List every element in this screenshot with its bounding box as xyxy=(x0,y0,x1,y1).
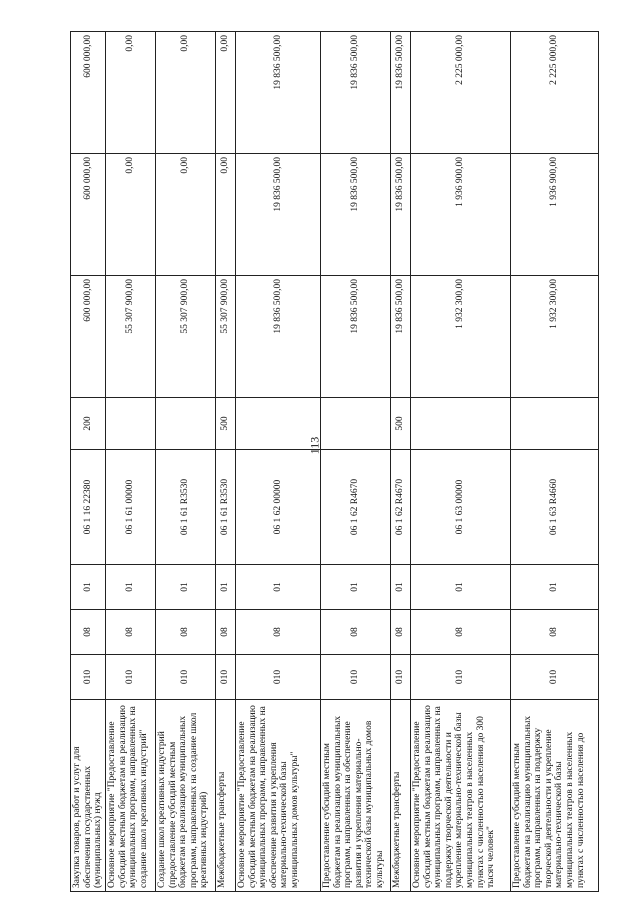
section-code: 08 xyxy=(410,610,510,655)
sum-year-3: 19 836 500,00 xyxy=(235,32,320,154)
target-article-code: 06 1 62 00000 xyxy=(235,450,320,565)
row-name: Предоставление субсидий местным бюджетам на реализацию муниципальных программ, направленных на поддержку творческой деятельности и укрепление материально-технической базы муниципальных театров в населенных пунктах с численностью населения до xyxy=(510,700,598,892)
subsection-code: 01 xyxy=(155,565,215,610)
expense-type-code xyxy=(105,398,155,450)
expense-type-code xyxy=(235,398,320,450)
sum-year-2: 0,00 xyxy=(105,154,155,276)
section-code: 08 xyxy=(71,610,106,655)
sum-year-2: 1 936 900,00 xyxy=(510,154,598,276)
expense-type-code xyxy=(155,398,215,450)
ministry-code: 010 xyxy=(215,655,235,700)
expense-type-code: 500 xyxy=(215,398,235,450)
row-name: Межбюджетные трансферты xyxy=(390,700,410,892)
sum-year-1: 1 932 300,00 xyxy=(410,276,510,398)
sum-year-1: 19 836 500,00 xyxy=(320,276,390,398)
table-body xyxy=(71,32,599,892)
sum-year-2: 0,00 xyxy=(155,154,215,276)
sum-year-3: 0,00 xyxy=(215,32,235,154)
sum-year-3: 2 225 000,00 xyxy=(410,32,510,154)
target-article-code: 06 1 61 R3530 xyxy=(215,450,235,565)
subsection-code: 01 xyxy=(215,565,235,610)
sum-year-3: 19 836 500,00 xyxy=(390,32,410,154)
subsection-code: 01 xyxy=(235,565,320,610)
sum-year-2: 19 836 500,00 xyxy=(320,154,390,276)
table-row xyxy=(410,32,510,892)
ministry-code: 010 xyxy=(71,655,106,700)
row-name: Предоставление субсидий местным бюджетам на реализацию муниципальных программ, направленных на обеспечение развития и укрепления материально-технической базы муниципальных домов культуры xyxy=(320,700,390,892)
section-code: 08 xyxy=(510,610,598,655)
sum-year-3: 0,00 xyxy=(155,32,215,154)
row-name: Основное мероприятие "Предоставление субсидий местным бюджетам на реализацию муниципальных программ, направленных на обеспечение развития и укрепления материально-технической базы муниципальных домов культуры" xyxy=(235,700,320,892)
ministry-code: 010 xyxy=(105,655,155,700)
sum-year-3: 2 225 000,00 xyxy=(510,32,598,154)
subsection-code: 01 xyxy=(105,565,155,610)
ministry-code: 010 xyxy=(235,655,320,700)
table-row xyxy=(105,32,155,892)
expense-type-code xyxy=(510,398,598,450)
target-article-code: 06 1 61 R3530 xyxy=(155,450,215,565)
sum-year-3: 600 000,00 xyxy=(71,32,106,154)
ministry-code: 010 xyxy=(510,655,598,700)
sum-year-2: 0,00 xyxy=(215,154,235,276)
subsection-code: 01 xyxy=(390,565,410,610)
section-code: 08 xyxy=(390,610,410,655)
row-name: Основное мероприятие "Предоставление субсидий местным бюджетам на реализацию муниципальных программ, направленных на поддержку творческой деятельности и укрепление материально-технической базы муниципальных театров в населенных пунктах с численностью населения до 300 тысяч человек" xyxy=(410,700,510,892)
sum-year-1: 55 307 900,00 xyxy=(155,276,215,398)
subsection-code: 01 xyxy=(71,565,106,610)
target-article-code: 06 1 63 R4660 xyxy=(510,450,598,565)
target-article-code: 06 1 62 R4670 xyxy=(390,450,410,565)
ministry-code: 010 xyxy=(410,655,510,700)
sum-year-2: 19 836 500,00 xyxy=(390,154,410,276)
section-code: 08 xyxy=(105,610,155,655)
expense-type-code xyxy=(320,398,390,450)
table-row xyxy=(71,32,106,892)
row-name: Основное мероприятие "Предоставление субсидий местным бюджетам на реализацию муниципальных программ, направленных на создание школ креативных индустрий" xyxy=(105,700,155,892)
table-row xyxy=(320,32,390,892)
table-row xyxy=(235,32,320,892)
target-article-code: 06 1 61 00000 xyxy=(105,450,155,565)
row-name: Межбюджетные трансферты xyxy=(215,700,235,892)
target-article-code: 06 1 16 22380 xyxy=(71,450,106,565)
expense-type-code: 500 xyxy=(390,398,410,450)
sum-year-1: 600 000,00 xyxy=(71,276,106,398)
sum-year-1: 19 836 500,00 xyxy=(390,276,410,398)
sum-year-2: 600 000,00 xyxy=(71,154,106,276)
sum-year-1: 1 932 300,00 xyxy=(510,276,598,398)
expense-type-code xyxy=(410,398,510,450)
sum-year-1: 19 836 500,00 xyxy=(235,276,320,398)
ministry-code: 010 xyxy=(320,655,390,700)
subsection-code: 01 xyxy=(510,565,598,610)
sum-year-1: 55 307 900,00 xyxy=(215,276,235,398)
row-name: Создание школ креативных индустрий (предоставление субсидий местным бюджетам на реализацию муниципальных программ, направленных на создание школ креативных индустрий) xyxy=(155,700,215,892)
subsection-code: 01 xyxy=(410,565,510,610)
sum-year-2: 19 836 500,00 xyxy=(235,154,320,276)
section-code: 08 xyxy=(235,610,320,655)
sum-year-2: 1 936 900,00 xyxy=(410,154,510,276)
ministry-code: 010 xyxy=(390,655,410,700)
target-article-code: 06 1 63 00000 xyxy=(410,450,510,565)
row-name: Закупка товаров, работ и услуг для обеспечения государственных (муниципальных) нужд xyxy=(71,700,106,892)
section-code: 08 xyxy=(215,610,235,655)
sum-year-3: 19 836 500,00 xyxy=(320,32,390,154)
subsection-code: 01 xyxy=(320,565,390,610)
ministry-code: 010 xyxy=(155,655,215,700)
expense-type-code: 200 xyxy=(71,398,106,450)
budget-table xyxy=(70,31,599,892)
section-code: 08 xyxy=(155,610,215,655)
table-row xyxy=(510,32,598,892)
target-article-code: 06 1 62 R4670 xyxy=(320,450,390,565)
table-row xyxy=(155,32,215,892)
page-number: 113 xyxy=(307,436,322,455)
rotated-page-area xyxy=(70,32,595,892)
sum-year-1: 55 307 900,00 xyxy=(105,276,155,398)
sum-year-3: 0,00 xyxy=(105,32,155,154)
table-row xyxy=(390,32,410,892)
table-row xyxy=(215,32,235,892)
budget-table-container xyxy=(70,32,595,892)
section-code: 08 xyxy=(320,610,390,655)
